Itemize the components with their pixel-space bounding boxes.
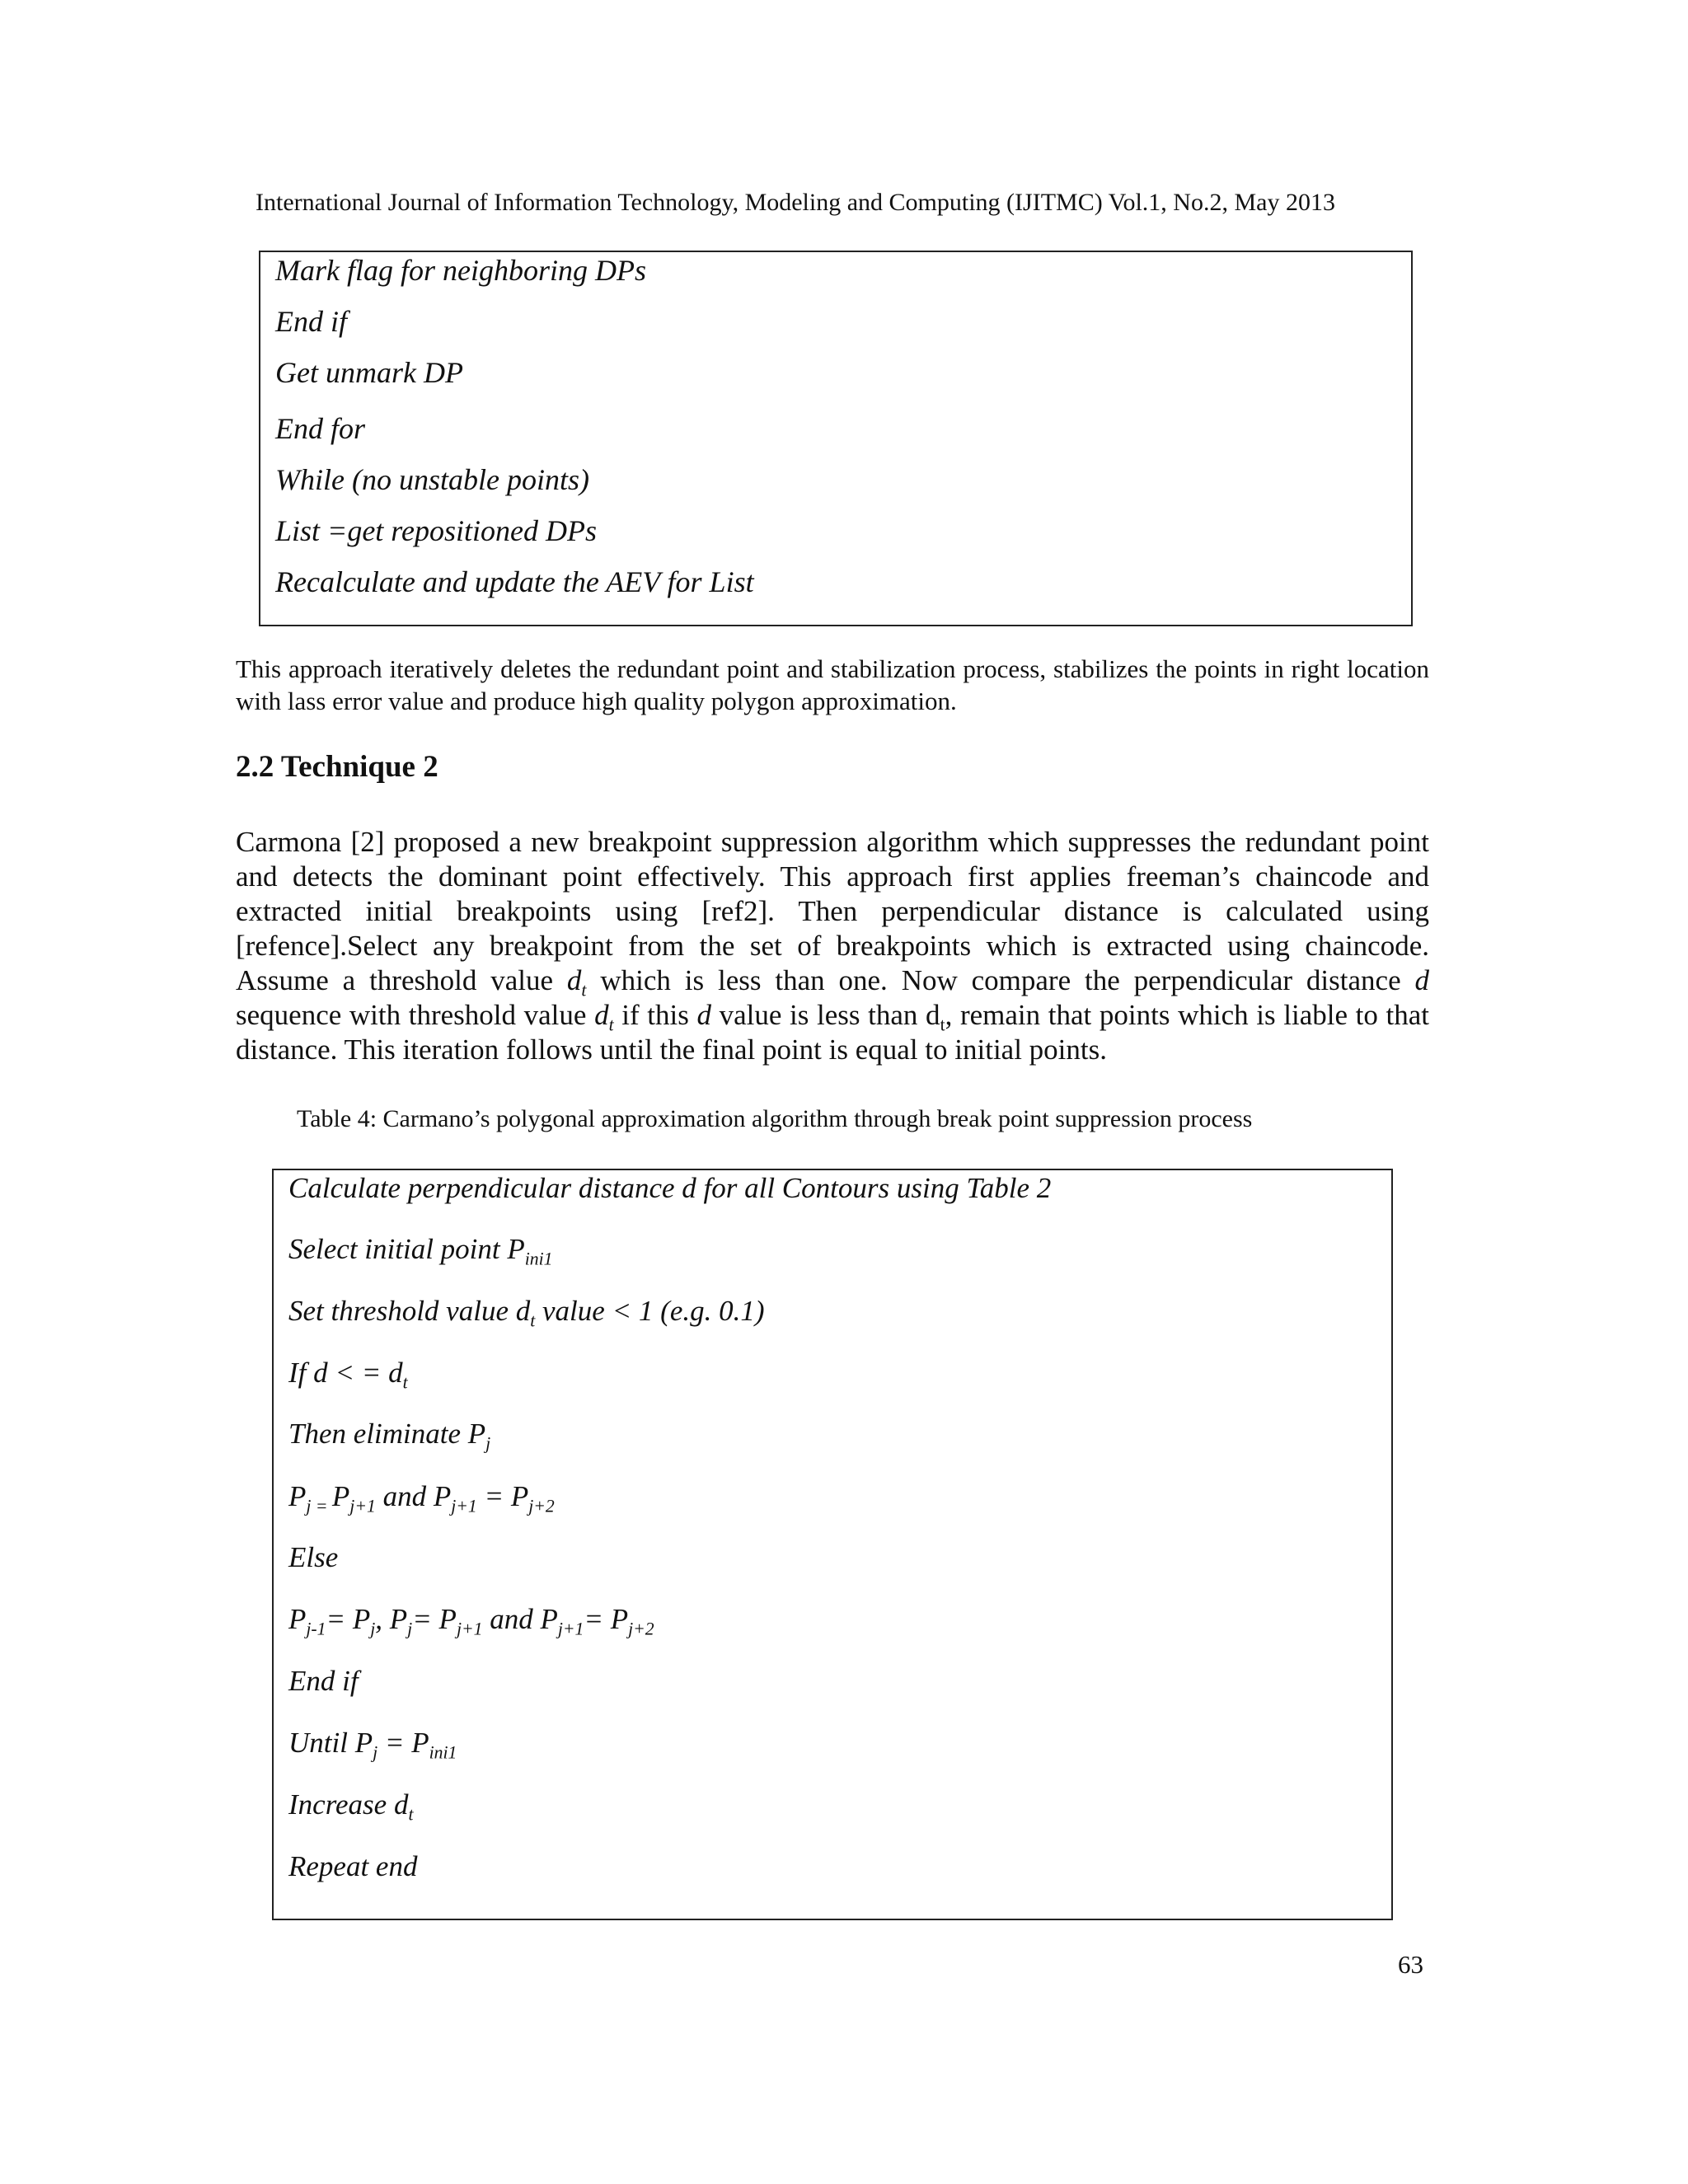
algo-line: End if [275,305,347,338]
text-run: if this [613,999,697,1031]
algo-text: End if [288,1665,359,1697]
subscript: j [370,1619,376,1639]
subscript: j-1 [306,1619,326,1639]
page-number: 63 [1398,1950,1423,1979]
algo-line: List =get repositioned DPs [275,514,597,547]
algo-text: Until P [288,1727,373,1759]
var-d: d [1414,964,1429,996]
subscript: t [408,1804,414,1825]
algo-line: Mark flag for neighboring DPs [275,254,646,287]
algo-text: P [331,1480,350,1512]
text-run: value is less than d [710,999,940,1031]
algo-text: value < 1 (e.g. 0.1) [535,1295,765,1327]
algo-line: While (no unstable points) [275,463,589,496]
algo-text: Else [288,1541,339,1573]
algo-text: = P [584,1603,629,1635]
algorithm-box-continued [259,251,1413,626]
subscript: j [373,1742,378,1763]
algo-line: Get unmark DP [275,356,463,389]
algo-text: Increase d [288,1788,409,1821]
algo-text: Then eliminate P [288,1418,486,1450]
subscript: j+2 [628,1619,654,1639]
paragraph-technique-2 [236,825,1429,1067]
var-d: d [566,964,582,996]
algo-line [288,1355,408,1391]
algo-line [288,1231,553,1268]
algo-text: = P [326,1603,371,1635]
algo-line: Recalculate and update the AEV for List [275,565,754,598]
text-run: which is less than one. Now compare the perpendicular distance [586,964,1415,996]
algo-text: = P [412,1603,457,1635]
subscript: t [402,1372,408,1393]
algo-text: If d < = d [288,1357,403,1389]
subscript: j+1 [349,1496,376,1516]
sub-t: t [608,1015,614,1035]
algo-line [288,1479,555,1515]
algo-line [288,1293,765,1329]
running-header: International Journal of Information Technology, Modeling and Computing (IJITMC) Vol.1, No.2, May 2013 [256,189,1335,216]
algo-line [288,1170,1051,1207]
algo-text: Select initial point P [288,1233,525,1265]
algo-line [288,1663,359,1699]
subscript: j [407,1619,413,1639]
text-run: sequence with threshold value [236,999,595,1031]
subscript: j = [306,1496,332,1516]
algo-text: P [288,1603,307,1635]
var-d: d [594,999,609,1031]
sub-t: t [581,980,587,1001]
sub-t: t [940,1015,945,1035]
algo-text: and P [482,1603,558,1635]
subscript: j+1 [557,1619,584,1639]
algo-text: P [288,1480,307,1512]
paragraph-approach-summary: This approach iteratively deletes the redundant point and stabilization process, stabilizes the points in right location with lass error value and produce high quality polygon approximation. [236,654,1429,715]
section-heading: 2.2 Technique 2 [236,750,438,784]
var-d: d [696,999,711,1031]
algo-line [288,1849,417,1885]
subscript: ini1 [429,1742,457,1763]
subscript: j+1 [456,1619,483,1639]
algo-line [288,1787,413,1823]
algo-text: and P [375,1480,452,1512]
algo-line [288,1416,490,1452]
algo-line: End for [275,412,366,445]
text-run: Carmona [2] proposed a new breakpoint suppression algorithm which suppresses the redundant point and detects the dominant point effectively. This approach first applies freeman’s chaincode and extracted initial breakpoints using [ref2]. Then perpendicular distance is calculated using [refence].Select any breakpoint from the set of breakpoints which is extracted using chaincode. Assume a threshold value [236,826,1429,996]
algo-text: = P [377,1727,429,1759]
table-caption: Table 4: Carmano’s polygonal approximation algorithm through break point suppression process [297,1105,1253,1132]
algo-line [288,1725,457,1761]
algo-text: = P [476,1480,529,1512]
subscript: t [530,1310,536,1331]
subscript: j [485,1433,491,1454]
text-run: , remain that points which is liable to that distance. This iteration follows until the final point is equal to initial points. [236,999,1429,1066]
algo-text: Repeat end [288,1850,418,1882]
algo-text: Calculate perpendicular distance d for all Contours using Table 2 [288,1172,1052,1204]
algo-line [288,1540,338,1576]
subscript: j+1 [451,1496,477,1516]
subscript: ini1 [524,1249,553,1269]
algo-text: , P [375,1603,408,1635]
subscript: j+2 [528,1496,555,1516]
algo-line [288,1601,654,1638]
algorithm-box-table-4 [272,1169,1393,1920]
algo-text: Set threshold value d [288,1295,531,1327]
